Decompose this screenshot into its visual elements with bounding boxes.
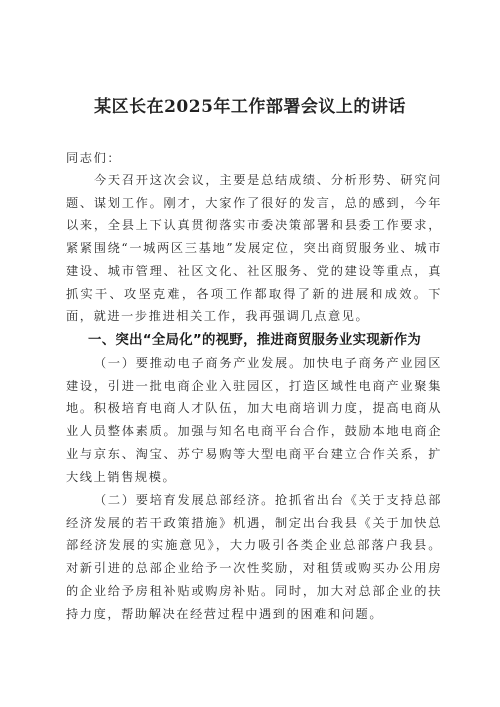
intro-paragraph: 今天召开这次会议，主要是总结成绩、分析形势、研究问题、谋划工作。刚才，大家作了很好的发言，总的感到，今年以来，全县上下认真贯彻落实市委决策部署和县委工作要求，紧紧围绕“一城两区三基地”发展定位，突出商贸服务业、城市建设、城市管理、社区文化、社区服务、党的建设等重点，真抓实干、攻坚克难，各项工作都取得了新的进展和成效。下面，就进一步推进相关工作，我再强调几点意见。 xyxy=(66,173,442,324)
salutation: 同志们： xyxy=(66,151,122,165)
section-item-paragraph: （二）要培育发展总部经济。抢抓省出台《关于支持总部经济发展的若干政策措施》机遇，制定出台我县《关于加快总部经济发展的实施意见》，大力吸引各类企业总部落户我县。对新引进的总部企业给予一次性奖励，对租赁或购买办公用房的企业给予房租补贴或购房补贴。同时，加大对总部企业的扶持力度，帮助解决在经营过程中遇到的困难和问题。 xyxy=(66,493,442,621)
document-title: 某区长在2025年工作部署会议上的讲话 xyxy=(94,97,406,117)
section-item-paragraph: （一）要推动电子商务产业发展。加快电子商务产业园区建设，引进一批电商企业入驻园区，打造区域性电商产业聚集地。积极培育电商人才队伍，加大电商培训力度，提高电商从业人员整体素质。加强与知名电商平台合作，鼓励本地电商企业与京东、淘宝、苏宁易购等大型电商平台建立合作关系，扩大线上销售规模。 xyxy=(66,356,442,484)
section-heading: 一、突出“全局化”的视野，推进商贸服务业实现新作为 xyxy=(88,333,422,348)
